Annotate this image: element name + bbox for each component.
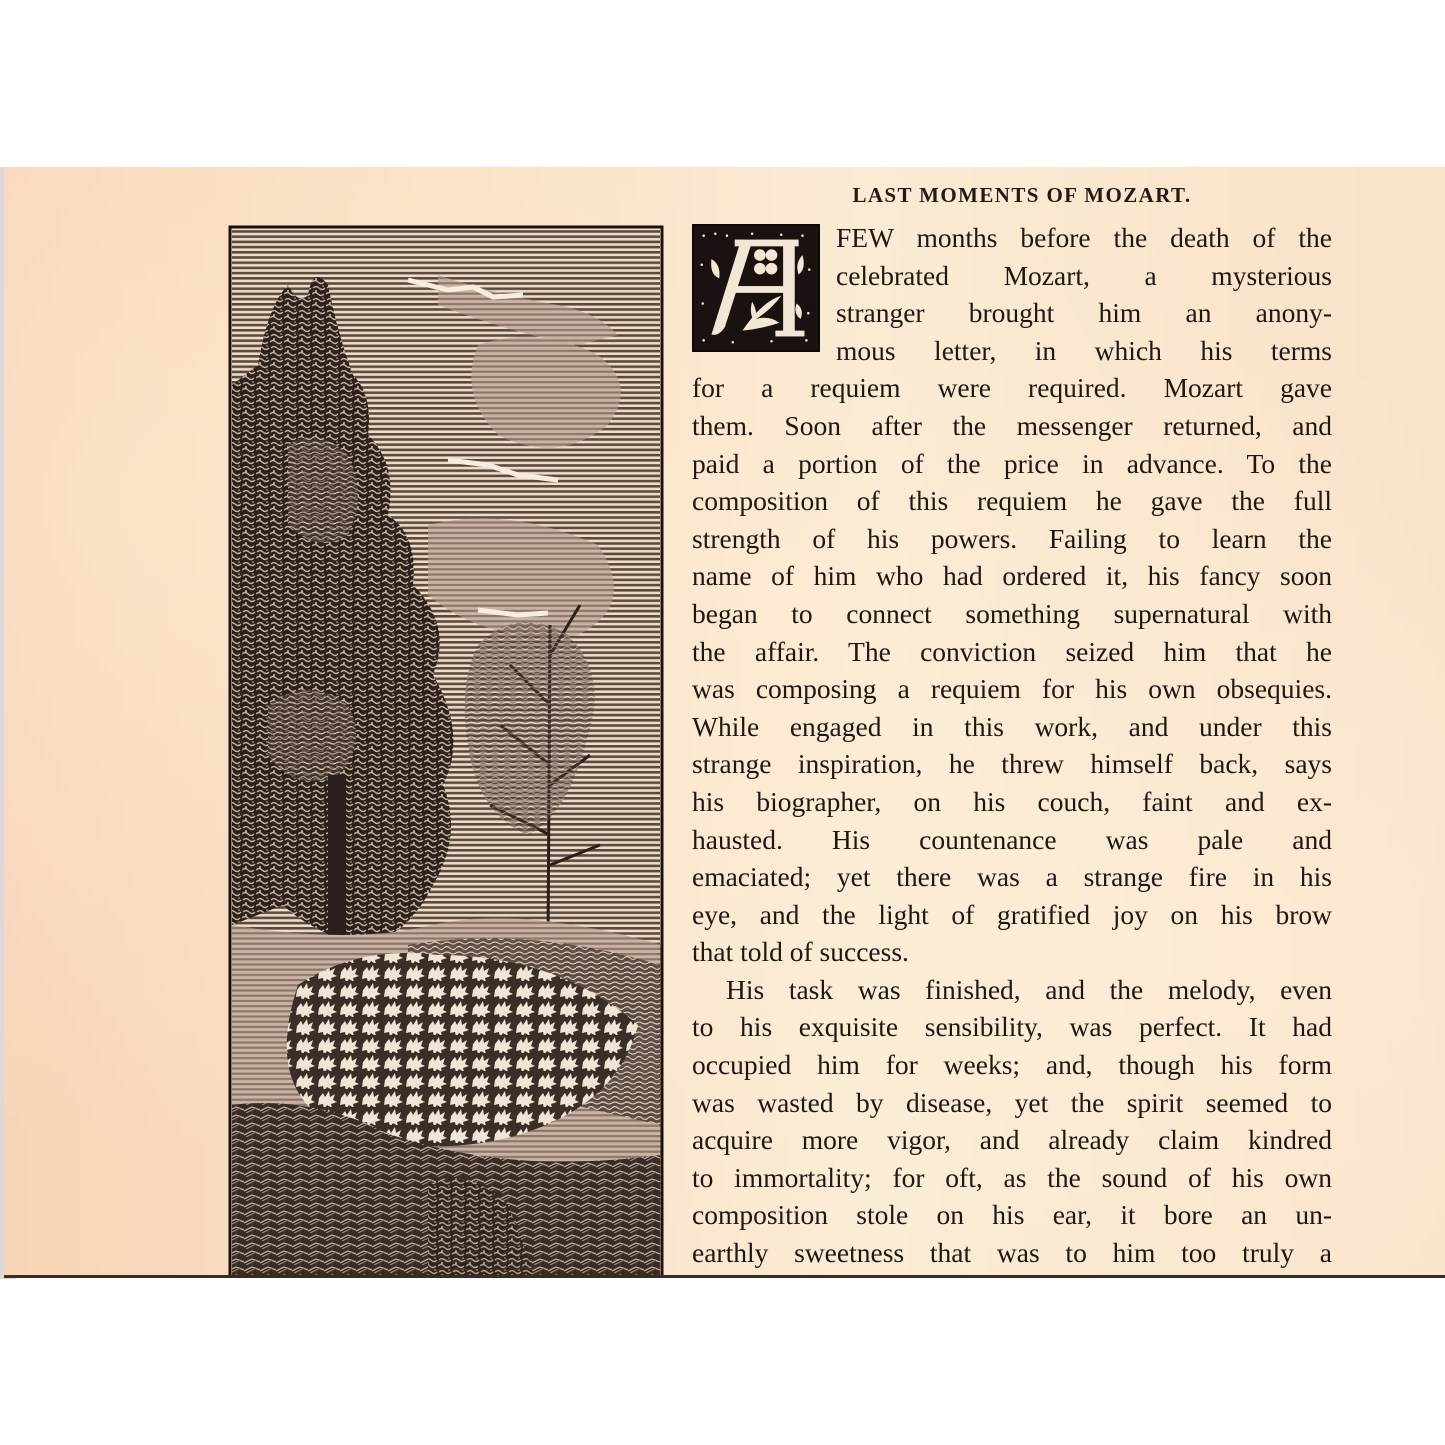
article-title: LAST MOMENTS OF MOZART.	[852, 183, 1192, 207]
text-line: was wasted by disease, yet the spirit seemed to	[692, 1086, 1332, 1118]
article-body	[692, 219, 1332, 1272]
landscape-engraving-illustration	[228, 225, 664, 1278]
text-line: celebrated Mozart, a mysterious	[836, 259, 1332, 291]
text-line: composition of this requiem he gave the full	[692, 485, 1332, 517]
text-line: mous letter, in which his terms	[836, 334, 1332, 366]
text-line: FEW months before the death of the	[836, 222, 1332, 253]
text-line: that told of success.	[692, 936, 909, 968]
text-line: acquire more vigor, and already claim kindred	[692, 1124, 1332, 1156]
text-line: his biographer, on his couch, faint and ex-	[692, 785, 1332, 817]
text-line: emaciated; yet there was a strange fire in his	[692, 861, 1332, 893]
text-line: for a requiem were required. Mozart gave	[692, 372, 1332, 404]
book-page	[4, 167, 1445, 1278]
text-line: strength of his powers. Failing to learn the	[692, 522, 1332, 554]
ornamental-letter-a-icon	[694, 226, 818, 350]
text-line: While engaged in this work, and under this	[692, 710, 1332, 742]
text-line: to his exquisite sensibility, was perfect. It had	[692, 1011, 1332, 1043]
tree-engraving-icon	[228, 225, 664, 1278]
text-line: His task was finished, and the melody, even	[726, 973, 1332, 1005]
text-line: began to connect something supernatural with	[692, 597, 1332, 629]
text-line: paid a portion of the price in advance. To the	[692, 447, 1332, 479]
text-line: the affair. The conviction seized him that he	[692, 635, 1332, 667]
text-line: hausted. His countenance was pale and	[692, 823, 1332, 855]
text-line: stranger brought him an anony-	[836, 297, 1332, 329]
text-line: eye, and the light of gratified joy on his brow	[692, 898, 1332, 930]
text-line: earthly sweetness that was to him too truly a	[692, 1237, 1332, 1269]
text-line: was composing a requiem for his own obsequies.	[692, 673, 1332, 705]
text-line: composition stole on his ear, it bore an un-	[692, 1199, 1332, 1231]
text-line: name of him who had ordered it, his fancy soon	[692, 560, 1332, 592]
decorative-drop-cap	[692, 224, 820, 352]
text-line: to immortality; for oft, as the sound of his own	[692, 1161, 1332, 1193]
text-line: them. Soon after the messenger returned, and	[692, 409, 1332, 441]
text-line: occupied him for weeks; and, though his form	[692, 1049, 1332, 1081]
text-line: strange inspiration, he threw himself back, says	[692, 748, 1332, 780]
